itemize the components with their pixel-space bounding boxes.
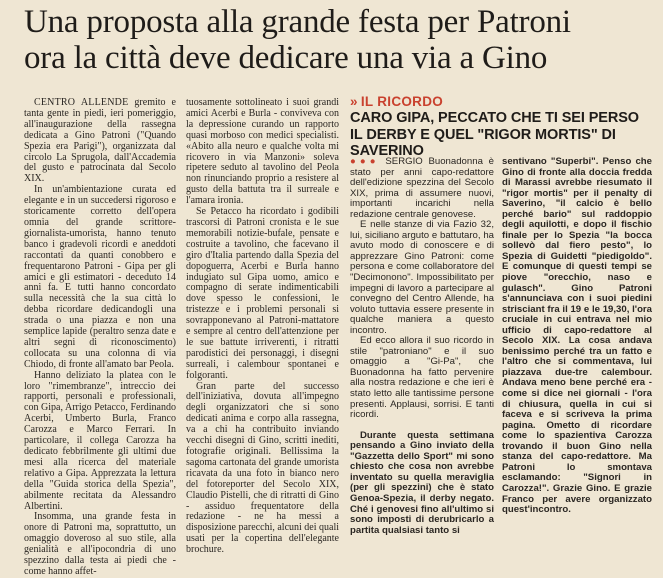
sidebar-title xyxy=(350,110,655,160)
article-paragraph: tuosamente sottolineato i suoi grandi amici Acerbi e Burla - conviveva con la depressione curando un rapporto quasi morboso con medici specialisti. «Abito alla neuro e qualche volta mi ricovero in via Manzoni» soleva ripetere seduto al tavolino del Peola non rinunciando proprio a resistere al gusto della battuta tra il surreale e l'amara ironia. xyxy=(186,97,339,207)
sidebar-quote: Durante questa settimana pensando a Gino inviato della "Gazzetta dello Sport" mi sono chiesto che cosa non avrebbe inventato su quella meraviglia (per gli spezzini) che è stato Genoa-Spezia, il derby negato. Ché i genovesi fino all'ultimo si sono imposti di derubricarlo a partita qualsiasi tanto si xyxy=(350,429,494,536)
article-column-1 xyxy=(24,97,176,577)
article-paragraph: Insomma, una grande festa in onore di Patroni ma, soprattutto, un omaggio doveroso al suo stile, alla genialità e all'ipocondria di uno spezzino dalla testa ai piedi che - come hanno affet- xyxy=(24,511,176,577)
article-paragraph: Hanno deliziato la platea con le loro "rimembranze", intreccio dei rapporti, personali e professionali, con Gipa, Arrigo Petacco, Ferdinando Acerbi, Umberto Burla, Franco Carozza e Marco Ferrari. In particolare, il collega Carozza ha dedicato febbrilmente gli ultimi due mesi alla ricerca del materiale relativo a Gipa. Apprezzata la lettura della "Guida storica della Spezia", abilmente recitata da Alessandro Albertini. xyxy=(24,369,176,512)
article-paragraph: In un'ambientazione curata ed elegante e in un succedersi rigoroso e storicamente corretto dell'opera omnia del grande scrittore-giornalista-umorista, hanno tenuto banco i gradevoli ricordi e aneddoti raccontati da quanti conobbero e frequentarono Patroni - Gipa per gli amici e gli estimatori - deceduto 14 anni fa. E tutti hanno concordato sulla necessità che la sua città lo debba ricordare dedicandogli una strada o una piazza e non una semplice lapide (peraltro senza date e altri segni di riconoscimento) collocata su una colonna di via Chiodo, di fronte all'amato bar Peola. xyxy=(24,184,176,370)
headline-line-2: ora la città deve dedicare una via a Gino xyxy=(24,40,548,76)
section-tag-label: IL RICORDO xyxy=(360,94,444,109)
article-lead: CENTRO ALLENDE xyxy=(34,97,129,108)
bullet-dots-icon: ●●● xyxy=(350,156,380,167)
sidebar-paragraph: E nelle stanze di via Fazio 32, lui, siciliano arguto e battutaro, ha avuto modo di conoscere e di apprezzare Gino Patroni: come persona e come collaboratore del "Decimonono". Impossibilitato per impegni di lavoro a partecipare al convegno del Centro Allende, ha voluto tuttavia essere presente in qualche maniera a questo incontro. xyxy=(350,219,494,336)
article-paragraph: Gran parte del successo dell'iniziativa, dovuta all'impegno degli organizzatori che si sono dedicati anima e corpo alla rassegna, va a chi ha contribuito inviando vecchi disegni di Gino, scritti inediti, fotografie originali. Bellissima la sagoma cartonata del grande umorista ricavata da una foto in bianco nero del fotoreporter del Secolo XIX, Claudio Pistelli, che di ritratti di Gino - assiduo frequentatore della redazione - ne ha messi a disposizione parecchi, alcuni dei quali usati per la copertina dell'elegante brochure. xyxy=(186,380,340,556)
section-tag xyxy=(350,94,652,109)
sidebar-title-line-1: CARO GIPA, PECCATO CHE TI SEI PERSO xyxy=(350,110,639,126)
double-chevron-icon: » xyxy=(350,94,358,109)
article-paragraph: CENTRO ALLENDE gremito e tanta gente in piedi, ieri pomeriggio, all'inaugurazione della rassegna dedicata a Gino Patroni ("Quando Spezia era Parigi"), organizzata dal circolo La Sprugola, dall'Accademia del gusto e patrocinata dal Secolo XIX. xyxy=(24,97,176,185)
sidebar-paragraph: Ed ecco allora il suo ricordo in stile "patroniano" e il suo omaggio a "Gi-Pa", che Buonadonna ha fatto pervenire alla nostra redazione e che ieri è stato letto alle tantissime persone presenti. Applausi, sorrisi. E tanti ricordi. xyxy=(350,335,494,421)
sidebar-column-2 xyxy=(502,157,652,533)
sidebar-title-line-2: IL DERBY E QUEL "RIGOR MORTIS" DI SAVERINO xyxy=(350,126,616,159)
sidebar-paragraph: ●●● SERGIO Buonadonna è stato per anni capo-redattore dell'edizione spezzina del Secolo XIX, prima di assumere nuovi, importanti incarichi nella redazione centrale genovese. xyxy=(350,156,494,220)
headline-line-1: Una proposta alla grande festa per Patroni xyxy=(24,4,571,40)
article-column-2 xyxy=(186,97,340,556)
sidebar-column-1 xyxy=(350,156,494,536)
article-paragraph: Se Petacco ha ricordato i godibili trascorsi di Patroni cronista e le sue memorabili notizie-bufale, pensate e costruite a tavolino, che facevano il giro d'Italia partendo dalla Spezia del dopoguerra, Acerbi e Burla hanno indugiato sul Gipa uomo, amico e compagno di serate indimenticabili dove spesso le confessioni, le tristezze e i problemi personali si sovrapponevano al Patroni-mattatore e sempre al centro dell'attenzione per le sue battute irriverenti, i ritratti parodistici dei personaggi, i disegni surreali, i calembour spontanei e folgoranti. xyxy=(186,206,339,381)
sidebar-quote: sentivano "Superbi". Penso che Gino di fronte alla doccia fredda di Marassi avrebbe riesumato il "rigor mortis" per il penalty di Saverino, "il calcio è bello perché bario" sul raddoppio degli aquilotti, e dopo il fischio finale per lo Spezia "la bocca sollevò dal fiero pesto", lo Spezia di Guidetti "piedigoldo". E comunque di questi tempi se piove "orecchio, naso e gulasch". Gino Patroni s'annunciava con i suoi piedini strisciant fra il 19 e le 19,30, l'ora cruciale in cui entrava nel mio ufficio di capo-redattore al Secolo XIX. La cosa andava benissimo perché tra un fatto e l'altro che si commentava, lui piazzava due-tre calembour. Andava meno bene perché era - come si dice nei giornali - l'ora di chiusura, quella in cui si faceva e si scriveva la prima pagina. Ometto di ricordare come lo spazientiva Carozza trovando il buon Gino nella stanza del capo-redattore. Ma Patroni lo smontava esclamando: "Signori in Carozza!". Grazie Gino. E grazie Franco per avere organizzato quest'incontro. xyxy=(502,156,652,516)
headline xyxy=(24,4,654,76)
